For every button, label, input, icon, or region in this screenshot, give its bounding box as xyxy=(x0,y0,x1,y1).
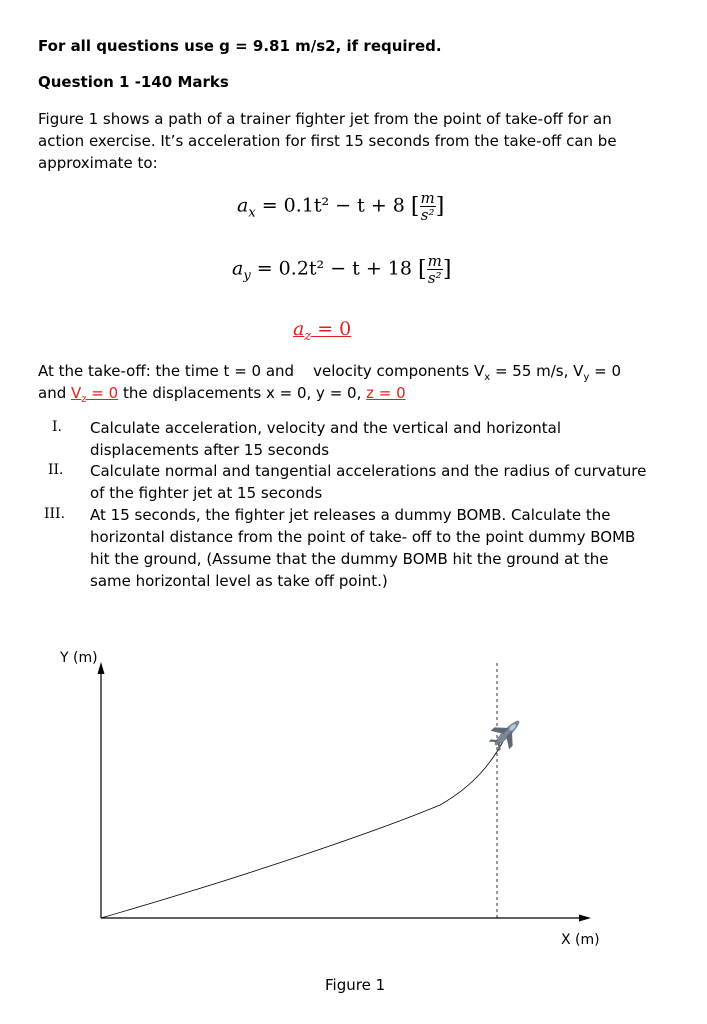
equation-ax: $a_x = 0.1t^2 - t + 8$ [ $\frac{m}{\text{s²}}$ ] xyxy=(237,189,445,224)
question-title: Question 1 -140 Marks xyxy=(38,73,229,91)
flight-path-curve xyxy=(101,738,505,918)
vz-zero: $V_z = 0$ xyxy=(71,384,119,405)
x-axis-label: X (m) xyxy=(561,932,600,948)
question-1-line-1: Calculate acceleration, velocity and the vertical and horizontal xyxy=(90,419,562,437)
z-zero: z = 0 xyxy=(366,384,406,402)
question-2-numeral: II. xyxy=(48,462,64,478)
figure-1-diagram xyxy=(0,620,707,1024)
question-1-numeral: I. xyxy=(52,419,62,435)
equation-az: $a_z = 0$ xyxy=(293,318,352,344)
figure-caption: Figure 1 xyxy=(325,976,386,994)
x-axis-arrow xyxy=(579,915,591,922)
initial-conditions-line-1: At the take-off: the time t = 0 and velocity components $V_x = 55$ m/s, $V_y = 0$ xyxy=(38,362,621,383)
question-3-line-4: same horizontal level as take off point.) xyxy=(90,572,388,590)
initial-conditions-line-2: and $V_z = 0$ the displacements x = 0, y = 0, z = 0 xyxy=(38,384,406,405)
general-instruction: For all questions use g = 9.81 m/s2, if required. xyxy=(38,37,442,55)
question-2-line-1: Calculate normal and tangential accelerations and the radius of curvature xyxy=(90,462,647,480)
question-3-line-1: At 15 seconds, the fighter jet releases a dummy BOMB. Calculate the xyxy=(90,506,611,524)
y-axis-label: Y (m) xyxy=(60,650,98,666)
equation-ay: $a_y = 0.2t^2 - t + 18$ [ $\frac{m}{\text{s²}}$ ] xyxy=(232,252,452,287)
question-3-line-2: horizontal distance from the point of take- off to the point dummy BOMB xyxy=(90,528,636,546)
y-axis-arrow xyxy=(98,662,105,674)
intro-line-3: approximate to: xyxy=(38,154,158,172)
question-3-numeral: III. xyxy=(44,506,66,522)
intro-line-2: action exercise. It’s acceleration for first 15 seconds from the take-off can be xyxy=(38,132,617,150)
fighter-jet-icon xyxy=(484,712,528,756)
question-1-line-2: displacements after 15 seconds xyxy=(90,441,330,459)
intro-line-1: Figure 1 shows a path of a trainer fighter jet from the point of take-off for an xyxy=(38,110,612,128)
question-2-line-2: of the fighter jet at 15 seconds xyxy=(90,484,323,502)
question-3-line-3: hit the ground, (Assume that the dummy BOMB hit the ground at the xyxy=(90,550,609,568)
